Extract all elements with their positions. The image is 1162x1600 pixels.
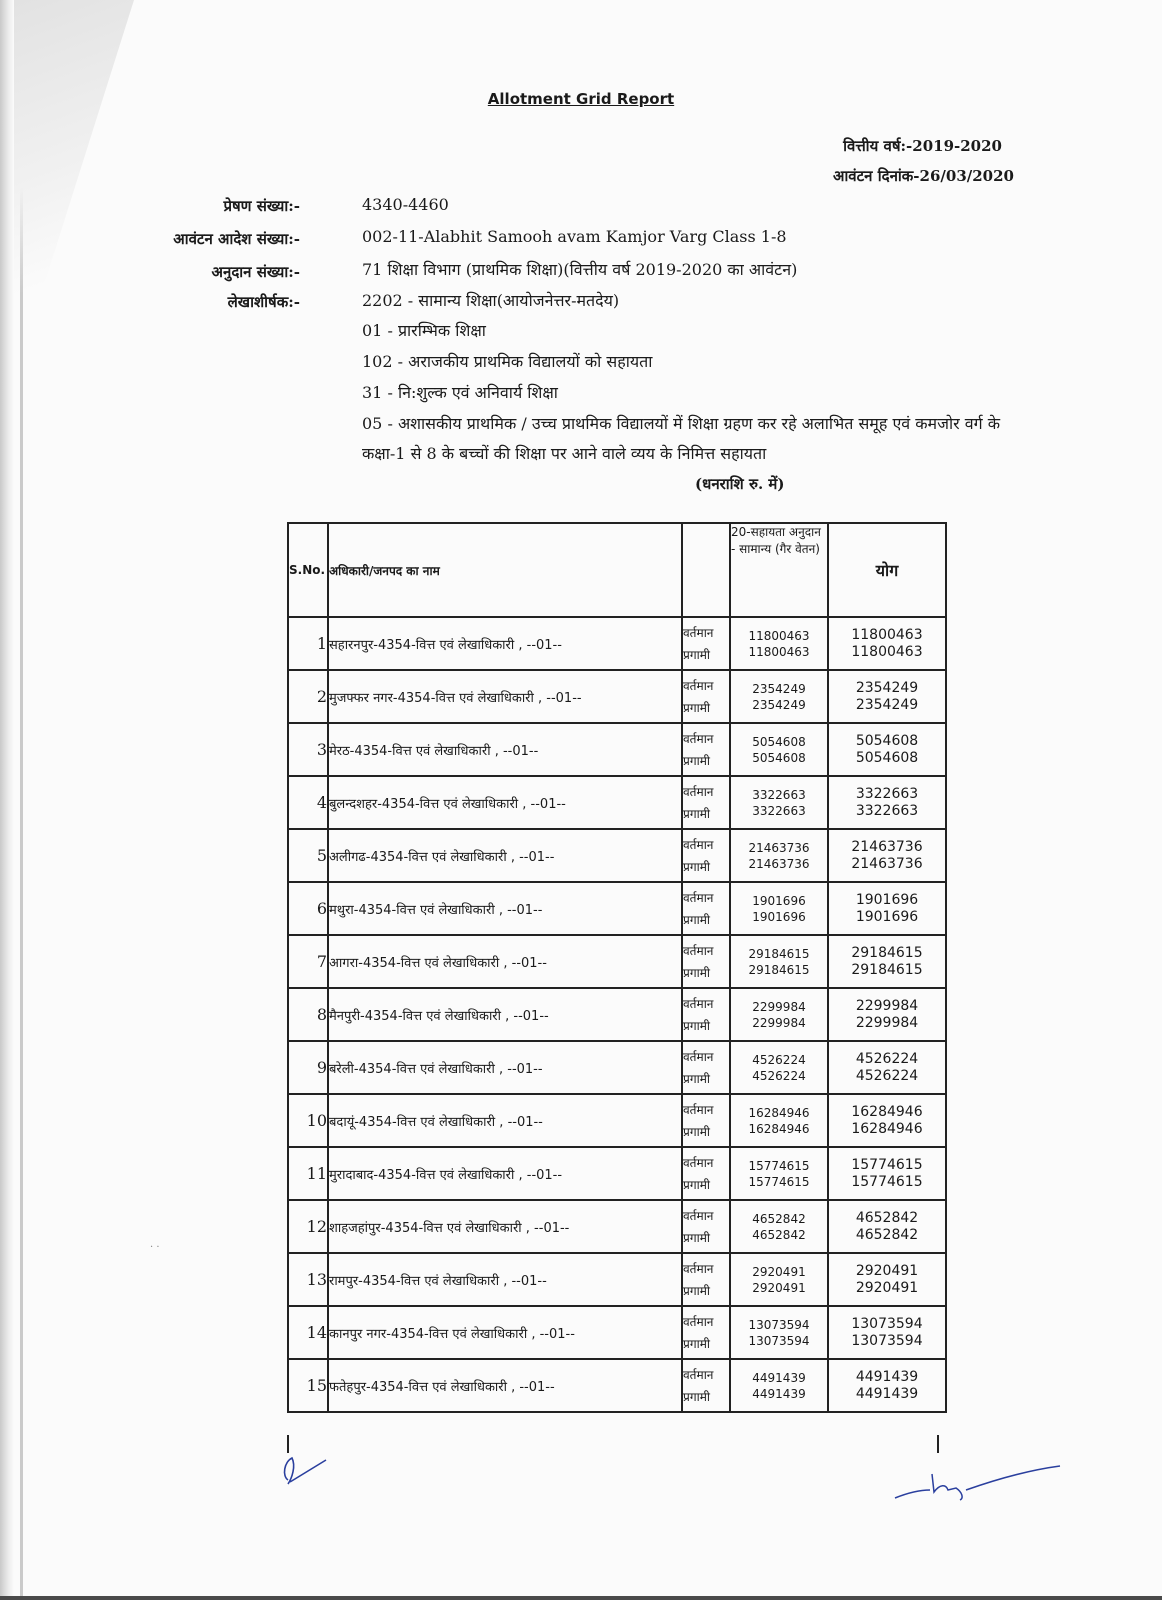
- row-sno: 5: [288, 829, 328, 882]
- row-officer-name: फतेहपुर-4354-वित्त एवं लेखाधिकारी , --01--: [328, 1359, 682, 1412]
- row-total-progressive: 2299984: [855, 1014, 919, 1031]
- report-title: Allotment Grid Report: [487, 90, 675, 108]
- row-officer-name: बरेली-4354-वित्त एवं लेखाधिकारी , --01--: [328, 1041, 682, 1094]
- row-total-current: 1901696: [855, 891, 919, 908]
- table-row: [288, 935, 946, 988]
- row-total-cell: [828, 723, 946, 776]
- row-type-cell: [682, 882, 730, 935]
- row-grant-progressive: 4526224: [752, 1068, 806, 1083]
- row-sno: 11: [288, 1147, 328, 1200]
- row-grant-progressive: 2354249: [752, 697, 806, 712]
- row-type-cell: [682, 935, 730, 988]
- row-total-progressive: 1901696: [855, 908, 919, 925]
- row-grant-cell: [730, 1359, 828, 1412]
- row-sno: 14: [288, 1306, 328, 1359]
- row-total-progressive: 15774615: [851, 1173, 923, 1190]
- row-total-progressive: 16284946: [851, 1120, 923, 1137]
- row-total-current: 5054608: [855, 732, 919, 749]
- row-sno: 6: [288, 882, 328, 935]
- row-total-cell: [828, 1306, 946, 1359]
- report-title-container: [0, 90, 1162, 108]
- row-grant-cell: [730, 988, 828, 1041]
- header-officer-name: अधिकारी/जनपद का नाम: [328, 523, 682, 617]
- row-grant-current: 1901696: [752, 893, 806, 908]
- row-grant-current: 2299984: [752, 999, 806, 1014]
- row-total-current: 2354249: [855, 679, 919, 696]
- table-body: [288, 617, 946, 1412]
- row-grant-cell: [730, 829, 828, 882]
- row-grant-progressive: 15774615: [748, 1174, 810, 1189]
- row-type-progressive: प्रगामी: [683, 753, 710, 768]
- row-sno: 15: [288, 1359, 328, 1412]
- allotment-date: आवंटन दिनांक-26/03/2020: [832, 167, 1014, 185]
- row-total-cell: [828, 670, 946, 723]
- row-type-cell: [682, 776, 730, 829]
- row-type-cell: [682, 1359, 730, 1412]
- row-grant-current: 2354249: [752, 681, 806, 696]
- row-grant-cell: [730, 1094, 828, 1147]
- dispatch-number-value: 4340-4460: [362, 195, 449, 214]
- row-grant-progressive: 3322663: [752, 803, 806, 818]
- allotment-order-value: 002-11-Alabhit Samooh avam Kamjor Varg Class 1-8: [362, 227, 787, 246]
- row-grant-cell: [730, 670, 828, 723]
- row-total-current: 3322663: [855, 785, 919, 802]
- table-row: [288, 829, 946, 882]
- row-grant-current: 4491439: [752, 1370, 806, 1385]
- row-type-current: वर्तमान: [683, 890, 714, 905]
- table-tail-line-right: [937, 1435, 939, 1453]
- row-type-current: वर्तमान: [683, 784, 714, 799]
- row-officer-name: मुजफ्फर नगर-4354-वित्त एवं लेखाधिकारी , --01--: [328, 670, 682, 723]
- row-grant-cell: [730, 1041, 828, 1094]
- row-total-progressive: 13073594: [851, 1332, 923, 1349]
- row-grant-cell: [730, 776, 828, 829]
- row-grant-current: 15774615: [748, 1158, 810, 1173]
- row-grant-progressive: 1901696: [752, 909, 806, 924]
- row-type-current: वर्तमान: [683, 1208, 714, 1223]
- row-total-current: 4491439: [855, 1368, 919, 1385]
- row-type-current: वर्तमान: [683, 837, 714, 852]
- head-line-102: 102 - अराजकीय प्राथमिक विद्यालयों को सहायता: [362, 352, 653, 371]
- header-type-blank: [682, 523, 730, 617]
- table-row: [288, 776, 946, 829]
- row-sno: 10: [288, 1094, 328, 1147]
- grant-number-value: 71 शिक्षा विभाग (प्राथमिक शिक्षा)(वित्तीय वर्ष 2019-2020 का आवंटन): [362, 260, 798, 279]
- row-total-cell: [828, 988, 946, 1041]
- amount-unit-note: (धनराशि रु. में): [695, 475, 785, 493]
- table-row: [288, 1147, 946, 1200]
- row-sno: 2: [288, 670, 328, 723]
- row-grant-progressive: 13073594: [748, 1333, 810, 1348]
- row-sno: 7: [288, 935, 328, 988]
- row-grant-cell: [730, 882, 828, 935]
- row-total-current: 11800463: [851, 626, 923, 643]
- row-type-cell: [682, 723, 730, 776]
- row-grant-progressive: 21463736: [748, 856, 810, 871]
- row-type-current: वर्तमान: [683, 731, 714, 746]
- row-total-current: 13073594: [851, 1315, 923, 1332]
- row-type-progressive: प्रगामी: [683, 806, 710, 821]
- row-officer-name: मुरादाबाद-4354-वित्त एवं लेखाधिकारी , --01--: [328, 1147, 682, 1200]
- row-total-progressive: 5054608: [855, 749, 919, 766]
- financial-year: वित्तीय वर्ष:-2019-2020: [843, 137, 1002, 155]
- row-grant-progressive: 11800463: [748, 644, 810, 659]
- head-line-31: 31 - नि:शुल्क एवं अनिवार्य शिक्षा: [362, 383, 558, 402]
- row-total-cell: [828, 1094, 946, 1147]
- table-row: [288, 1041, 946, 1094]
- row-total-progressive: 4652842: [855, 1226, 919, 1243]
- row-officer-name: आगरा-4354-वित्त एवं लेखाधिकारी , --01--: [328, 935, 682, 988]
- row-total-progressive: 2354249: [855, 696, 919, 713]
- row-total-progressive: 3322663: [855, 802, 919, 819]
- row-total-current: 15774615: [851, 1156, 923, 1173]
- row-type-cell: [682, 1147, 730, 1200]
- head-line-05: 05 - अशासकीय प्राथमिक / उच्च प्राथमिक विद्यालयों में शिक्षा ग्रहण कर रहे अलाभित समूह एवं कमजोर वर्ग के कक्षा-1 से 8 के बच्चों की शिक्षा पर आने वाले व्यय के निमित्त सहायता: [362, 414, 1001, 463]
- row-grant-cell: [730, 935, 828, 988]
- row-grant-current: 4526224: [752, 1052, 806, 1067]
- row-total-progressive: 21463736: [851, 855, 923, 872]
- table-row: [288, 1253, 946, 1306]
- row-grant-cell: [730, 617, 828, 670]
- row-total-cell: [828, 1041, 946, 1094]
- row-total-current: 2299984: [855, 997, 919, 1014]
- header-grant-head: 20-सहायता अनुदान - सामान्य (गैर वेतन): [730, 523, 828, 617]
- row-total-current: 16284946: [851, 1103, 923, 1120]
- row-total-cell: [828, 1253, 946, 1306]
- account-head-label: लेखाशीर्षक:-: [227, 293, 300, 311]
- row-sno: 13: [288, 1253, 328, 1306]
- row-grant-progressive: 2920491: [752, 1280, 806, 1295]
- row-grant-current: 5054608: [752, 734, 806, 749]
- dispatch-number-label: प्रेषण संख्या:-: [223, 197, 300, 215]
- row-officer-name: बदायूं-4354-वित्त एवं लेखाधिकारी , --01--: [328, 1094, 682, 1147]
- row-type-current: वर्तमान: [683, 625, 714, 640]
- row-total-current: 21463736: [851, 838, 923, 855]
- row-type-current: वर्तमान: [683, 1367, 714, 1382]
- row-total-cell: [828, 617, 946, 670]
- page-fold-shadow: [14, 0, 134, 380]
- account-head-value: 2202 - सामान्य शिक्षा(आयोजनेत्तर-मतदेय): [362, 291, 620, 310]
- row-grant-current: 29184615: [748, 946, 810, 961]
- row-type-progressive: प्रगामी: [683, 700, 710, 715]
- row-total-progressive: 4491439: [855, 1385, 919, 1402]
- row-total-cell: [828, 935, 946, 988]
- row-total-progressive: 29184615: [851, 961, 923, 978]
- row-grant-current: 13073594: [748, 1317, 810, 1332]
- head-line-01: 01 - प्रारम्भिक शिक्षा: [362, 321, 486, 340]
- row-grant-cell: [730, 723, 828, 776]
- row-total-current: 4652842: [855, 1209, 919, 1226]
- row-type-progressive: प्रगामी: [683, 1230, 710, 1245]
- row-grant-progressive: 4652842: [752, 1227, 806, 1242]
- row-officer-name: बुलन्दशहर-4354-वित्त एवं लेखाधिकारी , --01--: [328, 776, 682, 829]
- row-grant-progressive: 2299984: [752, 1015, 806, 1030]
- row-total-cell: [828, 1200, 946, 1253]
- row-total-cell: [828, 829, 946, 882]
- row-grant-current: 3322663: [752, 787, 806, 802]
- row-grant-current: 4652842: [752, 1211, 806, 1226]
- scan-bottom-edge: [0, 1596, 1162, 1600]
- row-type-current: वर्तमान: [683, 996, 714, 1011]
- scan-speck: · ·: [150, 1242, 160, 1253]
- scan-left-edge: [0, 0, 14, 1600]
- row-type-cell: [682, 829, 730, 882]
- row-type-current: वर्तमान: [683, 678, 714, 693]
- row-grant-progressive: 29184615: [748, 962, 810, 977]
- table-tail-line-left: [287, 1435, 289, 1453]
- row-type-progressive: प्रगामी: [683, 859, 710, 874]
- signature-right: [890, 1460, 1070, 1510]
- row-total-current: 29184615: [851, 944, 923, 961]
- row-type-progressive: प्रगामी: [683, 1124, 710, 1139]
- row-type-current: वर्तमान: [683, 943, 714, 958]
- row-sno: 1: [288, 617, 328, 670]
- row-officer-name: सहारनपुर-4354-वित्त एवं लेखाधिकारी , --01--: [328, 617, 682, 670]
- row-type-cell: [682, 670, 730, 723]
- row-sno: 9: [288, 1041, 328, 1094]
- row-type-current: वर्तमान: [683, 1314, 714, 1329]
- row-type-cell: [682, 1041, 730, 1094]
- row-type-current: वर्तमान: [683, 1102, 714, 1117]
- row-sno: 12: [288, 1200, 328, 1253]
- row-officer-name: मथुरा-4354-वित्त एवं लेखाधिकारी , --01--: [328, 882, 682, 935]
- row-total-cell: [828, 882, 946, 935]
- row-officer-name: अलीगढ-4354-वित्त एवं लेखाधिकारी , --01--: [328, 829, 682, 882]
- row-total-cell: [828, 1147, 946, 1200]
- row-type-cell: [682, 1094, 730, 1147]
- row-grant-current: 11800463: [748, 628, 810, 643]
- row-total-current: 2920491: [855, 1262, 919, 1279]
- row-sno: 3: [288, 723, 328, 776]
- row-type-progressive: प्रगामी: [683, 912, 710, 927]
- row-total-current: 4526224: [855, 1050, 919, 1067]
- table-row: [288, 670, 946, 723]
- row-type-progressive: प्रगामी: [683, 1071, 710, 1086]
- allotment-order-label: आवंटन आदेश संख्या:-: [173, 230, 300, 248]
- row-type-current: वर्तमान: [683, 1049, 714, 1064]
- row-total-cell: [828, 776, 946, 829]
- row-type-progressive: प्रगामी: [683, 1018, 710, 1033]
- table-row: [288, 1306, 946, 1359]
- row-type-progressive: प्रगामी: [683, 1283, 710, 1298]
- table-row: [288, 1200, 946, 1253]
- row-type-current: वर्तमान: [683, 1261, 714, 1276]
- row-grant-current: 21463736: [748, 840, 810, 855]
- row-type-progressive: प्रगामी: [683, 965, 710, 980]
- table-header-row: [288, 523, 946, 617]
- row-total-cell: [828, 1359, 946, 1412]
- row-total-progressive: 2920491: [855, 1279, 919, 1296]
- table-row: [288, 723, 946, 776]
- signature-left: [280, 1452, 340, 1492]
- grant-number-label: अनुदान संख्या:-: [211, 263, 300, 281]
- row-total-progressive: 4526224: [855, 1067, 919, 1084]
- header-sno: S.No.: [288, 523, 328, 617]
- row-type-cell: [682, 988, 730, 1041]
- row-type-current: वर्तमान: [683, 1155, 714, 1170]
- table-row: [288, 617, 946, 670]
- row-grant-progressive: 16284946: [748, 1121, 810, 1136]
- row-type-cell: [682, 1200, 730, 1253]
- row-type-progressive: प्रगामी: [683, 1177, 710, 1192]
- row-type-cell: [682, 617, 730, 670]
- row-officer-name: शाहजहांपुर-4354-वित्त एवं लेखाधिकारी , --01--: [328, 1200, 682, 1253]
- row-type-progressive: प्रगामी: [683, 1336, 710, 1351]
- row-officer-name: मैनपुरी-4354-वित्त एवं लेखाधिकारी , --01--: [328, 988, 682, 1041]
- row-sno: 8: [288, 988, 328, 1041]
- header-total: योग: [828, 523, 946, 617]
- row-grant-progressive: 5054608: [752, 750, 806, 765]
- table-row: [288, 1359, 946, 1412]
- row-officer-name: कानपुर नगर-4354-वित्त एवं लेखाधिकारी , --01--: [328, 1306, 682, 1359]
- table-row: [288, 988, 946, 1041]
- row-grant-cell: [730, 1253, 828, 1306]
- row-grant-current: 16284946: [748, 1105, 810, 1120]
- row-grant-cell: [730, 1200, 828, 1253]
- row-officer-name: रामपुर-4354-वित्त एवं लेखाधिकारी , --01--: [328, 1253, 682, 1306]
- row-grant-cell: [730, 1306, 828, 1359]
- row-total-progressive: 11800463: [851, 643, 923, 660]
- table-row: [288, 882, 946, 935]
- row-grant-progressive: 4491439: [752, 1386, 806, 1401]
- row-officer-name: मेरठ-4354-वित्त एवं लेखाधिकारी , --01--: [328, 723, 682, 776]
- row-grant-cell: [730, 1147, 828, 1200]
- row-sno: 4: [288, 776, 328, 829]
- row-grant-current: 2920491: [752, 1264, 806, 1279]
- row-type-cell: [682, 1306, 730, 1359]
- allotment-table: [287, 522, 947, 1413]
- table-row: [288, 1094, 946, 1147]
- row-type-progressive: प्रगामी: [683, 647, 710, 662]
- row-type-progressive: प्रगामी: [683, 1389, 710, 1404]
- row-type-cell: [682, 1253, 730, 1306]
